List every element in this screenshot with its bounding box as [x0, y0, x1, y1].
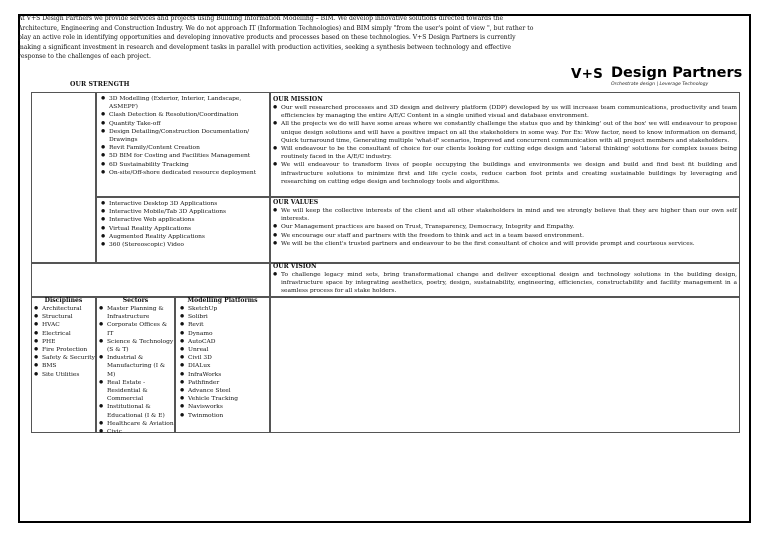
vision-item: ● To challenge legacy mind sets, bring transformational change and deliver exceptional design and technology solutions in the building design, infrastructure space by integrating aesthetics, poetry, design, sustainability, engineering, efficiencies, constructability and facility management in a seamless process for all stake holders.: [273, 271, 737, 296]
discipline-item: ● HVAC: [34, 321, 95, 329]
platform-item: ● Solibri: [180, 313, 269, 321]
discipline-item: ● Site Utilities: [34, 371, 95, 379]
logo-mark: V+S: [571, 66, 604, 82]
sector-item: ● Healthcare & Aviation: [99, 420, 174, 428]
intro-paragraph: At V+S Design Partners we provide services and projects using Building Information Modelling – BIM. We develop innovative solutions directed towards the Architecture, Engineering and Construction Industry. We do not approach IT (Information Technologies) and BIM simply "from the user's point of view ", but rather to play an active role in identifying opportunities and developing innovative products and processes based on these technologies. V+S Design Partners is currently making a significant investment in research and development tasks in parallel with production activities, seeking a synthesis between technology and effective response to the challenges of each project.: [18, 15, 534, 61]
value-item: ● We will keep the collective interests of the client and all other stakeholders in mind and we strongly believe that they are higher than our own self interests.: [273, 207, 737, 223]
service-item: ● Clash Detection & Resolution/Coordination: [101, 111, 267, 119]
logo-name: Design Partners: [611, 65, 743, 81]
discipline-item: ● BMS: [34, 362, 95, 370]
service-item: ● 3D Modelling (Exterior, Interior, Landscape, ASMEPF): [101, 95, 267, 111]
sector-item: ● Real Estate - Residential & Commercial: [99, 379, 174, 404]
strength-services-cell: [96, 92, 270, 197]
platforms-cell: [175, 297, 270, 433]
platform-item: ● Unreal: [180, 346, 269, 354]
platforms-list: [176, 305, 269, 420]
discipline-item: ● PHE: [34, 338, 95, 346]
mission-cell: [270, 92, 740, 197]
mission-list: [273, 104, 737, 186]
discipline-item: ● Architectural: [34, 305, 95, 313]
application-item: ● Interactive Desktop 3D Applications: [101, 200, 267, 208]
platform-item: ● Advance Steel: [180, 387, 269, 395]
mission-item: ● Our well researched processes and 3D design and delivery platform (DDP) developed by us will increase team communications, productivity and team efficiencies by managing the entire A/E/C Content in a single unified visual and database environment.: [273, 104, 737, 120]
service-item: ● 6D Sustainability Tracking: [101, 161, 267, 169]
application-item: ● Virtual Reality Applications: [101, 225, 267, 233]
disciplines-title: Disciplines: [44, 297, 83, 304]
disciplines-list: [32, 305, 95, 379]
platform-item: ● Civil 3D: [180, 354, 269, 362]
service-item: ● On-site/Off-shore dedicated resource deployment: [101, 169, 267, 177]
company-logo: [571, 66, 741, 92]
values-cell: [270, 197, 740, 263]
platform-item: ● Dynamo: [180, 330, 269, 338]
platform-item: ● Pathfinder: [180, 379, 269, 387]
vision-cell: [270, 263, 740, 297]
vision-title: OUR VISION: [273, 263, 317, 270]
sectors-cell: [96, 297, 175, 436]
bottom-right-cell: [270, 297, 740, 433]
values-list: [273, 207, 737, 248]
application-item: ● Interactive Mobile/Tab 3D Applications: [101, 208, 267, 216]
platform-item: ● InfraWorks: [180, 371, 269, 379]
service-item: ● Design Detailing/Construction Documentation/ Drawings: [101, 128, 267, 144]
disciplines-cell: [31, 297, 96, 433]
sector-item: ● Science & Technology (S & T): [99, 338, 174, 354]
strength-applications-cell: [96, 197, 270, 263]
sector-item: ● Civic: [99, 428, 174, 436]
discipline-item: ● Fire Protection: [34, 346, 95, 354]
mission-item: ● Will endeavour to be the consultant of choice for our clients looking for cutting edge design and 'lateral thinking' solutions for complex issues being routinely faced in the A/E/C industry.: [273, 145, 737, 161]
service-item: ● Revit Family/Content Creation: [101, 144, 267, 152]
application-item: ● 360 (Stereoscopic) Video: [101, 241, 267, 249]
platform-item: ● Vehicle Tracking: [180, 395, 269, 403]
vision-list: [273, 271, 737, 296]
mission-title: OUR MISSION: [273, 96, 323, 103]
discipline-item: ● Electrical: [34, 330, 95, 338]
value-item: ● We encourage our staff and partners with the freedom to think and act in a team based environment.: [273, 232, 737, 240]
sector-item: ● Corporate Offices & IT: [99, 321, 174, 337]
platform-item: ● DIALux: [180, 362, 269, 370]
application-item: ● Interactive Web applications: [101, 216, 267, 224]
vision-left-cell: [31, 263, 270, 297]
mission-item: ● We will endeavour to transform lives of people occupying the buildings and environments we design and build and find best fit building and infrastructure solutions to minimize first and life cycle costs, reduce carbon foot prints and creating sustainable buildings by leveraging and researching on cutting edge design and technology tools and algorithms.: [273, 161, 737, 186]
platform-item: ● Twinmotion: [180, 412, 269, 420]
service-item: ● Quantity Take-off: [101, 120, 267, 128]
discipline-item: ● Safety & Security: [34, 354, 95, 362]
strength-list-1: [101, 95, 267, 177]
strength-heading: OUR STRENGTH: [70, 81, 130, 88]
application-item: ● Augmented Reality Applications: [101, 233, 267, 241]
platforms-title: Modelling Platforms: [187, 297, 258, 304]
platform-item: ● Revit: [180, 321, 269, 329]
sector-item: ● Master Planning & Infrastructure: [99, 305, 174, 321]
value-item: ● We will be the client's trusted partners and endeavour to be the first consultant of choice and will provide prompt and courteous services.: [273, 240, 737, 248]
service-item: ● 5D BIM for Costing and Facilities Management: [101, 152, 267, 160]
discipline-item: ● Structural: [34, 313, 95, 321]
logo-tagline: Orchestrate design | Leverage Technology: [611, 82, 709, 87]
mission-item: ● All the projects we do will have some areas where we constantly challenge the status quo and by thinking' out of the box' we will endeavour to propose unique design solutions and will have a positive impact on all the stakeholders in some way. For Ex: Wow factor, need to know information on demand, Quick turnaround time, Generating multiple 'what-if' scenarios, Improved and concurrent communication with all project members and stakeholders.: [273, 120, 737, 145]
sector-item: ● Institutional & Educational (I & E): [99, 403, 174, 419]
platform-item: ● AutoCAD: [180, 338, 269, 346]
platform-item: ● SketchUp: [180, 305, 269, 313]
left-gutter-cell: [31, 92, 96, 263]
sectors-list: [97, 305, 174, 436]
values-title: OUR VALUES: [273, 199, 319, 206]
sector-item: ● Industrial & Manufacturing (I & M): [99, 354, 174, 379]
value-item: ● Our Management practices are based on Trust, Transparency, Democracy, Integrity and Empathy.: [273, 223, 737, 231]
platform-item: ● Navisworks: [180, 403, 269, 411]
sectors-title: Sectors: [122, 297, 149, 304]
strength-list-2: [101, 200, 267, 249]
